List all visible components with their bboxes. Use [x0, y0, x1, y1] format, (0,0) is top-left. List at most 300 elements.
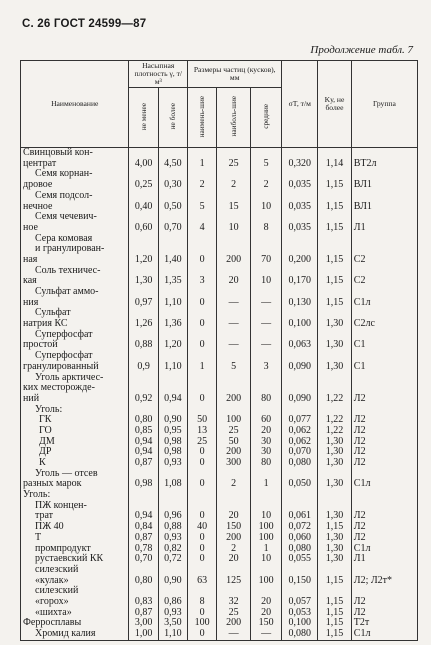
header-name: Наименование [21, 61, 129, 148]
k-cell: 1,15 [318, 629, 352, 640]
row-name-cell: Уголь: [21, 490, 129, 501]
header-density-max: не более [168, 103, 178, 130]
size-max-cell [217, 147, 251, 158]
size-mid-cell: 1 [250, 543, 281, 554]
size-max-cell: 50 [217, 436, 251, 447]
size-mid-cell: 3 [250, 362, 281, 373]
k-cell: 1,30 [318, 479, 352, 490]
density-max-cell: 1,35 [158, 276, 187, 287]
density-max-cell: 0,90 [158, 575, 187, 586]
group-cell [351, 372, 417, 383]
sigma-cell: 0,090 [282, 362, 318, 373]
k-cell: 1,30 [318, 458, 352, 469]
group-cell: Л2 [351, 533, 417, 544]
row-name-cell: К [21, 458, 129, 469]
size-min-cell: 13 [188, 426, 217, 437]
size-min-cell: 1 [188, 159, 217, 170]
sigma-cell: 0,170 [282, 276, 318, 287]
size-mid-cell: 60 [250, 415, 281, 426]
k-cell: 1,15 [318, 255, 352, 266]
density-min-cell [129, 147, 158, 158]
group-cell [351, 147, 417, 158]
size-max-cell [217, 287, 251, 298]
row-name-cell: Уголь: [21, 404, 129, 415]
density-max-cell: 1,10 [158, 298, 187, 309]
sigma-cell: 0,080 [282, 629, 318, 640]
size-max-cell: 5 [217, 362, 251, 373]
sigma-cell: 0,035 [282, 223, 318, 234]
size-max-cell: 2 [217, 543, 251, 554]
group-cell [351, 191, 417, 202]
size-min-cell: 100 [188, 618, 217, 629]
sigma-cell: 0,055 [282, 554, 318, 565]
row-name-cell: рустаевский КК [21, 554, 129, 565]
density-max-cell: 1,36 [158, 319, 187, 330]
size-max-cell: 200 [217, 255, 251, 266]
row-name-cell: Сульфат [21, 308, 129, 319]
row-name-cell: Ферросплавы [21, 618, 129, 629]
row-name-cell: силезский [21, 586, 129, 597]
size-max-cell: 10 [217, 223, 251, 234]
size-min-cell: 0 [188, 533, 217, 544]
group-cell: С1л [351, 298, 417, 309]
k-cell [318, 287, 352, 298]
density-max-cell: 0,93 [158, 533, 187, 544]
size-max-cell: 25 [217, 607, 251, 618]
size-max-cell: 200 [217, 447, 251, 458]
k-cell: 1,30 [318, 340, 352, 351]
table-row [21, 362, 418, 373]
size-max-cell: — [217, 629, 251, 640]
size-min-cell: 8 [188, 597, 217, 608]
k-cell: 1,22 [318, 426, 352, 437]
size-max-cell: 200 [217, 533, 251, 544]
density-max-cell [158, 147, 187, 158]
density-max-cell: 0,93 [158, 607, 187, 618]
density-max-cell: 1,40 [158, 255, 187, 266]
sigma-cell [282, 490, 318, 501]
k-cell: 1,22 [318, 394, 352, 405]
sigma-cell: 0,053 [282, 607, 318, 618]
header-k: Kу, не более [318, 61, 352, 148]
row-name-cell: силезский [21, 565, 129, 576]
row-name-cell: Семя корнан- [21, 169, 129, 180]
size-max-cell [217, 565, 251, 576]
table-continuation-label: Продолжение табл. 7 [310, 44, 413, 56]
sigma-cell: 0,061 [282, 511, 318, 522]
group-cell: С1 [351, 362, 417, 373]
density-max-cell: 0,30 [158, 180, 187, 191]
size-min-cell: 0 [188, 319, 217, 330]
size-mid-cell: 100 [250, 575, 281, 586]
density-min-cell: 0,87 [129, 458, 158, 469]
row-name-cell: Суперфосфат [21, 351, 129, 362]
density-max-cell: 3,50 [158, 618, 187, 629]
size-max-cell: 20 [217, 276, 251, 287]
density-min-cell: 4,00 [129, 159, 158, 170]
size-min-cell: 0 [188, 255, 217, 266]
sigma-cell: 0,062 [282, 436, 318, 447]
header-sizes: Размеры частиц (кусков), мм [188, 61, 282, 88]
table-row [21, 575, 418, 586]
k-cell [318, 565, 352, 576]
row-name-cell: нечное [21, 201, 129, 212]
header-size-mid: средние [261, 104, 271, 129]
k-cell: 1,14 [318, 159, 352, 170]
density-min-cell: 0,87 [129, 533, 158, 544]
row-name-cell: Уголь арктичес- [21, 372, 129, 383]
sigma-cell [282, 147, 318, 158]
row-name-cell: ПЖ концен- [21, 501, 129, 512]
group-cell: Л2 [351, 597, 417, 608]
sigma-cell: 0,072 [282, 522, 318, 533]
k-cell: 1,22 [318, 415, 352, 426]
density-min-cell: 0,97 [129, 298, 158, 309]
density-min-cell: 1,30 [129, 276, 158, 287]
row-name-cell: Семя чечевич- [21, 212, 129, 223]
size-min-cell: 5 [188, 201, 217, 212]
table-row [21, 319, 418, 330]
size-min-cell: 1 [188, 362, 217, 373]
row-name-cell: и гранулирован- [21, 244, 129, 255]
sigma-cell: 0,100 [282, 319, 318, 330]
density-max-cell: 4,50 [158, 159, 187, 170]
sigma-cell: 0,090 [282, 394, 318, 405]
row-name-cell: ПЖ 40 [21, 522, 129, 533]
density-max-cell [158, 191, 187, 202]
group-cell: ВТ2л [351, 159, 417, 170]
table-row [21, 458, 418, 469]
k-cell: 1,15 [318, 575, 352, 586]
group-cell: Л2 [351, 415, 417, 426]
density-max-cell: 0,88 [158, 522, 187, 533]
size-max-cell: 25 [217, 159, 251, 170]
table-row [21, 287, 418, 298]
size-max-cell: — [217, 340, 251, 351]
group-cell: Л2 [351, 436, 417, 447]
table-body [21, 147, 418, 640]
size-max-cell: 20 [217, 554, 251, 565]
size-mid-cell: 20 [250, 597, 281, 608]
size-max-cell: 200 [217, 394, 251, 405]
k-cell [318, 191, 352, 202]
density-min-cell: 1,26 [129, 319, 158, 330]
size-min-cell [188, 490, 217, 501]
size-min-cell: 0 [188, 629, 217, 640]
row-name-cell: Хромид калия [21, 629, 129, 640]
density-max-cell: 1,10 [158, 629, 187, 640]
row-name-cell: гранулированный [21, 362, 129, 373]
size-mid-cell: 80 [250, 458, 281, 469]
sigma-cell: 0,080 [282, 458, 318, 469]
size-mid-cell: 2 [250, 180, 281, 191]
row-name-cell: Т [21, 533, 129, 544]
size-mid-cell: 10 [250, 201, 281, 212]
row-name-cell: Суперфосфат [21, 330, 129, 341]
density-max-cell: 0,72 [158, 554, 187, 565]
row-name-cell: ДМ [21, 436, 129, 447]
size-max-cell: 150 [217, 522, 251, 533]
size-max-cell: 20 [217, 511, 251, 522]
size-mid-cell [250, 565, 281, 576]
k-cell: 1,15 [318, 597, 352, 608]
row-name-cell: Семя подсол- [21, 191, 129, 202]
size-mid-cell: 100 [250, 533, 281, 544]
size-max-cell: 32 [217, 597, 251, 608]
density-min-cell [129, 233, 158, 244]
group-cell [351, 565, 417, 576]
size-mid-cell [250, 372, 281, 383]
size-min-cell [188, 233, 217, 244]
row-name-cell: трат [21, 511, 129, 522]
density-min-cell: 0,9 [129, 362, 158, 373]
row-name-cell: «горох» [21, 597, 129, 608]
density-max-cell: 0,86 [158, 597, 187, 608]
density-max-cell [158, 490, 187, 501]
density-max-cell: 0,82 [158, 543, 187, 554]
row-name-cell: ное [21, 223, 129, 234]
group-cell: С2лс [351, 319, 417, 330]
size-mid-cell: — [250, 340, 281, 351]
sigma-cell [282, 565, 318, 576]
sigma-cell: 0,035 [282, 180, 318, 191]
size-min-cell: 0 [188, 554, 217, 565]
sigma-cell: 0,130 [282, 298, 318, 309]
size-min-cell: 0 [188, 511, 217, 522]
sigma-cell: 0,060 [282, 533, 318, 544]
density-max-cell: 0,98 [158, 447, 187, 458]
density-min-cell: 1,00 [129, 629, 158, 640]
properties-table [20, 60, 418, 641]
size-mid-cell [250, 490, 281, 501]
density-min-cell: 0,60 [129, 223, 158, 234]
density-min-cell [129, 490, 158, 501]
table-row [21, 298, 418, 309]
sigma-cell: 0,150 [282, 575, 318, 586]
density-min-cell: 0,70 [129, 554, 158, 565]
size-mid-cell: 1 [250, 479, 281, 490]
k-cell: 1,15 [318, 298, 352, 309]
size-max-cell: 15 [217, 201, 251, 212]
size-max-cell: 2 [217, 479, 251, 490]
group-cell: С1 [351, 340, 417, 351]
k-cell: 1,30 [318, 543, 352, 554]
density-min-cell: 0,80 [129, 415, 158, 426]
table-row [21, 565, 418, 576]
density-max-cell: 1,08 [158, 479, 187, 490]
row-name-cell: Свинцовый кон- [21, 147, 129, 158]
size-mid-cell: 70 [250, 255, 281, 266]
row-name-cell: ДР [21, 447, 129, 458]
size-mid-cell: 30 [250, 447, 281, 458]
k-cell: 1,15 [318, 223, 352, 234]
size-mid-cell: 150 [250, 618, 281, 629]
row-name-cell: дровое [21, 180, 129, 191]
table-row [21, 255, 418, 266]
k-cell: 1,30 [318, 554, 352, 565]
group-cell: С1л [351, 479, 417, 490]
size-max-cell: 2 [217, 180, 251, 191]
group-cell: С2 [351, 276, 417, 287]
density-min-cell: 0,92 [129, 394, 158, 405]
size-min-cell: 50 [188, 415, 217, 426]
k-cell: 1,15 [318, 522, 352, 533]
row-name-cell: ГО [21, 426, 129, 437]
size-min-cell: 63 [188, 575, 217, 586]
density-min-cell [129, 565, 158, 576]
sigma-cell: 0,062 [282, 426, 318, 437]
table-row [21, 490, 418, 501]
density-min-cell [129, 372, 158, 383]
group-cell [351, 490, 417, 501]
table-row [21, 147, 418, 158]
table-row [21, 554, 418, 565]
density-max-cell: 0,95 [158, 426, 187, 437]
k-cell [318, 372, 352, 383]
group-cell: Т2т [351, 618, 417, 629]
row-name-cell: простой [21, 340, 129, 351]
size-min-cell: 0 [188, 607, 217, 618]
group-cell: С1л [351, 629, 417, 640]
density-max-cell [158, 287, 187, 298]
size-mid-cell: — [250, 629, 281, 640]
size-min-cell: 0 [188, 298, 217, 309]
header-size-min: наимень-шие [197, 95, 207, 138]
k-cell: 1,30 [318, 436, 352, 447]
row-name-cell: разных марок [21, 479, 129, 490]
density-max-cell [158, 233, 187, 244]
row-name-cell: Уголь — отсев [21, 469, 129, 480]
k-cell: 1,15 [318, 276, 352, 287]
row-name-cell: ких месторожде- [21, 383, 129, 394]
group-cell: Л2 [351, 522, 417, 533]
density-min-cell: 0,78 [129, 543, 158, 554]
group-cell: Л1 [351, 223, 417, 234]
size-min-cell [188, 191, 217, 202]
group-cell: Л2 [351, 511, 417, 522]
sigma-cell: 0,070 [282, 447, 318, 458]
header-group: Группа [351, 61, 417, 148]
k-cell: 1,30 [318, 511, 352, 522]
size-max-cell [217, 372, 251, 383]
size-mid-cell: 8 [250, 223, 281, 234]
sigma-cell: 0,063 [282, 340, 318, 351]
group-cell: С2 [351, 255, 417, 266]
group-cell: ВЛ1 [351, 180, 417, 191]
size-mid-cell: 5 [250, 159, 281, 170]
size-min-cell [188, 372, 217, 383]
k-cell: 1,15 [318, 607, 352, 618]
size-max-cell [217, 490, 251, 501]
sigma-cell: 0,050 [282, 479, 318, 490]
density-max-cell: 0,93 [158, 458, 187, 469]
table-row [21, 479, 418, 490]
density-max-cell: 0,94 [158, 394, 187, 405]
size-min-cell: 40 [188, 522, 217, 533]
density-min-cell: 0,94 [129, 511, 158, 522]
size-min-cell: 4 [188, 223, 217, 234]
k-cell [318, 147, 352, 158]
size-min-cell: 0 [188, 340, 217, 351]
density-max-cell [158, 372, 187, 383]
size-max-cell: 200 [217, 618, 251, 629]
row-name-cell: кая [21, 276, 129, 287]
k-cell [318, 233, 352, 244]
size-mid-cell: 10 [250, 554, 281, 565]
density-min-cell: 0,94 [129, 436, 158, 447]
k-cell: 1,30 [318, 319, 352, 330]
sigma-cell [282, 233, 318, 244]
k-cell: 1,15 [318, 618, 352, 629]
row-name-cell: ная [21, 255, 129, 266]
density-max-cell: 0,98 [158, 436, 187, 447]
size-mid-cell: — [250, 319, 281, 330]
sigma-cell: 0,077 [282, 415, 318, 426]
table-row [21, 394, 418, 405]
group-cell [351, 287, 417, 298]
size-max-cell: — [217, 298, 251, 309]
density-min-cell: 0,88 [129, 340, 158, 351]
row-name-cell: «кулак» [21, 575, 129, 586]
size-min-cell: 0 [188, 543, 217, 554]
sigma-cell: 0,035 [282, 201, 318, 212]
header-sigma: σT, т/м [282, 61, 318, 148]
k-cell: 1,30 [318, 533, 352, 544]
group-cell: Л1 [351, 554, 417, 565]
header-density-min: не менее [138, 102, 148, 131]
size-mid-cell: 10 [250, 276, 281, 287]
table-row [21, 191, 418, 202]
group-cell: ВЛ1 [351, 201, 417, 212]
k-cell: 1,15 [318, 201, 352, 212]
density-max-cell: 0,70 [158, 223, 187, 234]
row-name-cell: Соль техничес- [21, 265, 129, 276]
sigma-cell [282, 191, 318, 202]
row-name-cell: ний [21, 394, 129, 405]
size-min-cell: 25 [188, 436, 217, 447]
size-mid-cell [250, 287, 281, 298]
density-min-cell: 0,80 [129, 575, 158, 586]
row-name-cell: натрия КС [21, 319, 129, 330]
density-max-cell: 1,20 [158, 340, 187, 351]
page-header: С. 26 ГОСТ 24599—87 [22, 18, 147, 30]
k-cell [318, 490, 352, 501]
density-min-cell: 0,25 [129, 180, 158, 191]
k-cell: 1,30 [318, 447, 352, 458]
size-min-cell: 0 [188, 394, 217, 405]
group-cell: Л2 [351, 447, 417, 458]
sigma-cell [282, 287, 318, 298]
size-max-cell [217, 191, 251, 202]
size-min-cell: 0 [188, 447, 217, 458]
density-max-cell: 1,10 [158, 362, 187, 373]
k-cell: 1,30 [318, 362, 352, 373]
density-max-cell: 0,90 [158, 415, 187, 426]
size-mid-cell: 100 [250, 522, 281, 533]
density-max-cell: 0,96 [158, 511, 187, 522]
density-min-cell: 3,00 [129, 618, 158, 629]
sigma-cell: 0,080 [282, 543, 318, 554]
density-min-cell [129, 191, 158, 202]
size-mid-cell: 30 [250, 436, 281, 447]
group-cell: Л2 [351, 394, 417, 405]
size-max-cell: 100 [217, 415, 251, 426]
size-max-cell: 300 [217, 458, 251, 469]
size-mid-cell [250, 191, 281, 202]
density-min-cell: 0,98 [129, 479, 158, 490]
density-min-cell: 0,87 [129, 607, 158, 618]
density-max-cell: 0,50 [158, 201, 187, 212]
